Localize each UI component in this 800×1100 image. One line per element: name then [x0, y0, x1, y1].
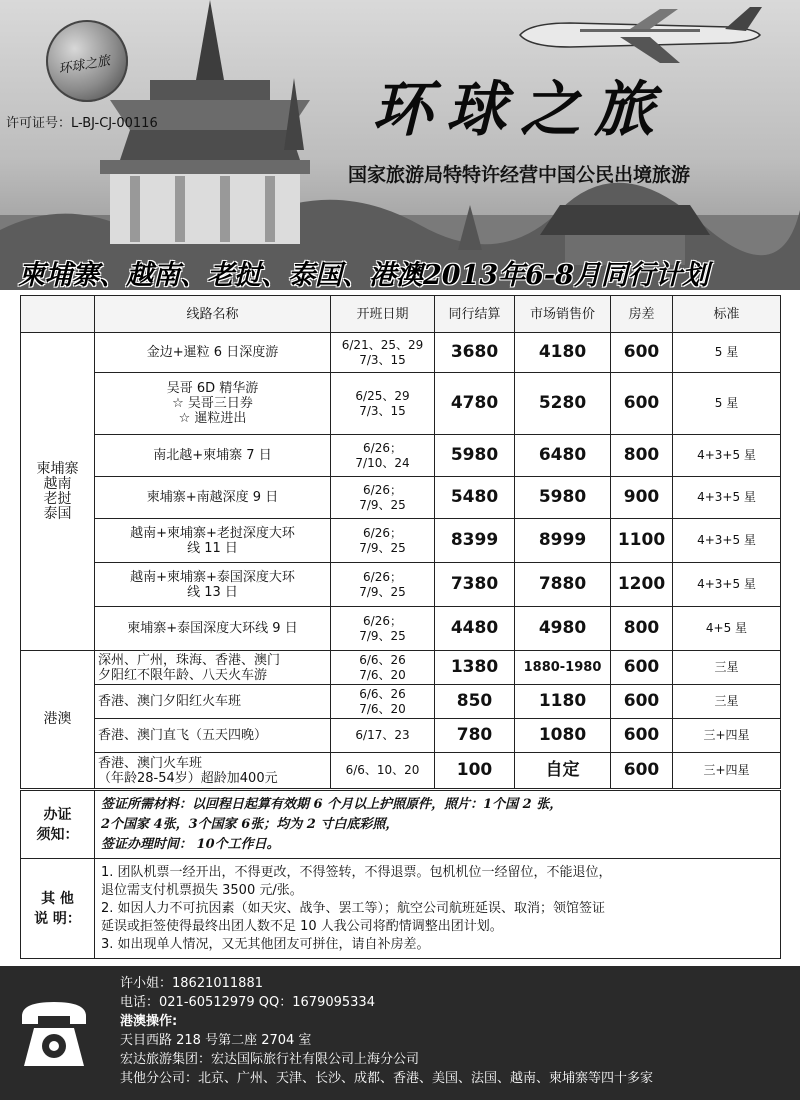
visa-content [95, 791, 781, 859]
peer-price: 5980 [435, 435, 515, 477]
peer-price: 850 [435, 685, 515, 719]
room-diff: 1200 [611, 563, 673, 607]
table-row [21, 753, 781, 789]
market-price: 7880 [515, 563, 611, 607]
peer-price: 4780 [435, 373, 515, 435]
route-table [20, 295, 781, 789]
table-row [21, 685, 781, 719]
header-cell: 市场销售价 [515, 296, 611, 333]
route-name: 吴哥 6D 精华游 ☆ 吴哥三日券 ☆ 暹粒进出 [95, 373, 331, 435]
room-diff: 600 [611, 685, 673, 719]
subtitle: 国家旅游局特特许经营中国公民出境旅游 [348, 164, 691, 186]
route-name: 柬埔寨+泰国深度大环线 9 日 [95, 607, 331, 651]
notes-table [20, 790, 781, 959]
table-row [21, 651, 781, 685]
other-notes-row [21, 859, 781, 959]
note-item: 延误或拒签使得最终出团人数不足 10 人我公司将酌情调整出团计划。 [101, 919, 503, 934]
region-label-line: 老挝 [43, 490, 72, 507]
visa-line: 签证所需材料：以回程日起算有效期 6 个月以上护照原件，照片：1个国 2 张， [101, 796, 563, 812]
table-row [21, 435, 781, 477]
hotel-standard: 三+四星 [673, 753, 781, 789]
peer-price: 7380 [435, 563, 515, 607]
route-name: 金边+暹粒 6 日深度游 [95, 333, 331, 373]
market-price: 4980 [515, 607, 611, 651]
hotel-standard: 三星 [673, 651, 781, 685]
region-label-line: 越南 [43, 475, 72, 492]
contact-info [120, 974, 653, 1088]
visa-line: 2个国家 4张，3个国家 6张；均为 2 寸白底彩照， [101, 816, 399, 832]
market-price: 6480 [515, 435, 611, 477]
hotel-standard: 5 星 [673, 333, 781, 373]
header-cell-blank [21, 296, 95, 333]
other-notes-content [95, 859, 781, 959]
hotel-standard: 4+3+5 星 [673, 519, 781, 563]
room-diff: 800 [611, 435, 673, 477]
branch-offices: 其他分公司：北京、广州、天津、长沙、成都、香港、美国、法国、越南、柬埔寨等四十多家 [120, 1071, 654, 1086]
hotel-standard: 4+3+5 星 [673, 563, 781, 607]
route-dates: 6/6、10、20 [331, 753, 435, 789]
route-name: 香港、澳门火车班 （年龄28-54岁）超龄加400元 [95, 753, 331, 789]
logo-text: 环球之旅 [57, 53, 112, 78]
peer-price: 5480 [435, 477, 515, 519]
region-label-line: 柬埔寨 [36, 460, 79, 477]
route-name: 香港、澳门夕阳红火车班 [95, 685, 331, 719]
peer-price: 1380 [435, 651, 515, 685]
note-item: 1. 团队机票一经开出，不得更改，不得签转，不得退票。包机机位一经留位，不能退位， [101, 865, 612, 880]
market-price: 4180 [515, 333, 611, 373]
peer-price: 8399 [435, 519, 515, 563]
header-cell: 同行结算 [435, 296, 515, 333]
room-diff: 1100 [611, 519, 673, 563]
hotel-standard: 三星 [673, 685, 781, 719]
route-table-section [20, 295, 780, 789]
plan-title: 柬埔寨、越南、老挝、泰国、港澳2013年6-8月同行计划 [18, 260, 709, 290]
route-dates: 6/26； 7/9、25 [331, 477, 435, 519]
office-address: 天目西路 218 号第二座 2704 室 [120, 1033, 312, 1048]
route-dates: 6/26； 7/9、25 [331, 607, 435, 651]
peer-price: 780 [435, 719, 515, 753]
hotel-standard: 三+四星 [673, 719, 781, 753]
market-price: 1880-1980 [515, 651, 611, 685]
market-price: 1180 [515, 685, 611, 719]
hotel-standard: 4+5 星 [673, 607, 781, 651]
header-cell: 线路名称 [95, 296, 331, 333]
table-row [21, 333, 781, 373]
hotel-standard: 5 星 [673, 373, 781, 435]
hotel-standard: 4+3+5 星 [673, 477, 781, 519]
route-dates: 6/6、26 7/6、20 [331, 651, 435, 685]
table-row [21, 563, 781, 607]
hk-macau-operations: 港澳操作: [120, 1014, 178, 1029]
note-item: 3. 如出现单人情况，又无其他团友可拼住，请自补房差。 [101, 937, 430, 952]
notes-section [20, 790, 780, 959]
route-name: 南北越+柬埔寨 7 日 [95, 435, 331, 477]
market-price: 8999 [515, 519, 611, 563]
route-dates: 6/21、25、29 7/3、15 [331, 333, 435, 373]
note-item: 退位需支付机票损失 3500 元/张。 [101, 883, 303, 898]
table-row [21, 607, 781, 651]
room-diff: 900 [611, 477, 673, 519]
header-cell: 标准 [673, 296, 781, 333]
contact-footer [0, 966, 800, 1100]
route-name: 深州、广州，珠海、香港、澳门 夕阳红不限年龄、八天火车游 [95, 651, 331, 685]
brand-title: 环球之旅 [372, 75, 668, 145]
route-dates: 6/26； 7/10、24 [331, 435, 435, 477]
visa-label: 办证 须知： [21, 791, 95, 859]
route-name: 香港、澳门直飞（五天四晚） [95, 719, 331, 753]
table-row [21, 719, 781, 753]
table-header-row [21, 296, 781, 333]
route-dates: 6/26； 7/9、25 [331, 519, 435, 563]
telephone-icon [14, 994, 94, 1074]
region-cell-indochina [21, 333, 95, 651]
table-row [21, 519, 781, 563]
region-label-line: 泰国 [43, 505, 72, 522]
peer-price: 4480 [435, 607, 515, 651]
table-row [21, 373, 781, 435]
market-price: 1080 [515, 719, 611, 753]
room-diff: 600 [611, 373, 673, 435]
group-company: 宏达旅游集团：宏达国际旅行社有限公司上海分公司 [120, 1052, 420, 1067]
route-name: 柬埔寨+南越深度 9 日 [95, 477, 331, 519]
room-diff: 800 [611, 607, 673, 651]
room-diff: 600 [611, 333, 673, 373]
visa-line: 签证办理时间： 10个工作日。 [101, 836, 280, 852]
market-price: 5280 [515, 373, 611, 435]
hotel-standard: 4+3+5 星 [673, 435, 781, 477]
peer-price: 100 [435, 753, 515, 789]
route-dates: 6/17、23 [331, 719, 435, 753]
peer-price: 3680 [435, 333, 515, 373]
table-row [21, 477, 781, 519]
route-dates: 6/26； 7/9、25 [331, 563, 435, 607]
route-dates: 6/6、26 7/6、20 [331, 685, 435, 719]
contact-phone: 电话：021-60512979 QQ：1679095334 [120, 995, 375, 1010]
license-number: 许可证号：L-BJ-CJ-00116 [6, 116, 158, 131]
room-diff: 600 [611, 719, 673, 753]
market-price: 自定 [515, 753, 611, 789]
header-banner [0, 0, 800, 290]
contact-person: 许小姐：18621011881 [120, 976, 263, 991]
region-cell-hk-macau: 港澳 [21, 651, 95, 789]
header-cell: 开班日期 [331, 296, 435, 333]
header-cell: 房差 [611, 296, 673, 333]
room-diff: 600 [611, 753, 673, 789]
route-name: 越南+柬埔寨+泰国深度大环 线 13 日 [95, 563, 331, 607]
route-dates: 6/25、29 7/3、15 [331, 373, 435, 435]
room-diff: 600 [611, 651, 673, 685]
other-notes-label: 其 他 说 明： [21, 859, 95, 959]
airplane-icon [510, 5, 770, 65]
visa-row [21, 791, 781, 859]
note-item: 2. 如因人力不可抗因素（如天灾、战争、罢工等）；航空公司航班延误、取消；领馆签证 [101, 901, 606, 916]
market-price: 5980 [515, 477, 611, 519]
route-name: 越南+柬埔寨+老挝深度大环 线 11 日 [95, 519, 331, 563]
